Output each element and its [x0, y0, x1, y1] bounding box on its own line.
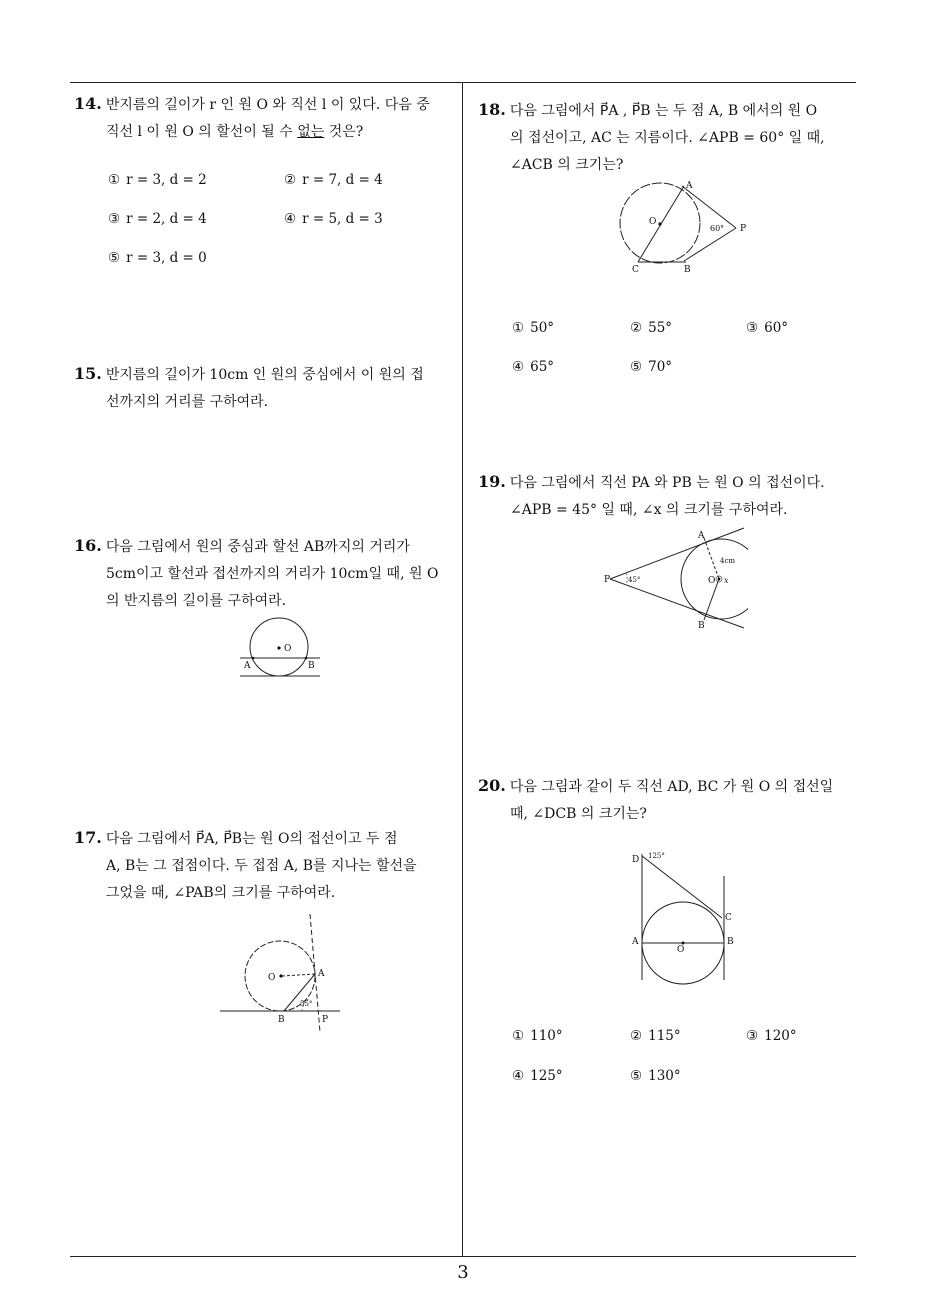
label-c: C — [725, 913, 732, 923]
problem-15 — [74, 360, 458, 416]
question-text: 다음 그림에서 원의 중심과 할선 AB까지의 거리가 — [105, 539, 410, 555]
label-b: B — [698, 621, 705, 631]
problem-19 — [478, 468, 862, 524]
problem-20 — [478, 772, 862, 828]
problem-14 — [74, 90, 458, 146]
label-o: O — [677, 945, 685, 955]
figure-q16 — [236, 614, 326, 688]
label-x: x — [724, 576, 729, 585]
choice-4[interactable]: ④ 125° — [512, 1068, 563, 1084]
label-p: P — [604, 575, 611, 585]
question-text: 의 접선이고, AC 는 지름이다. ∠APB = 60° 일 때, — [510, 130, 825, 146]
label-o: O — [284, 644, 292, 654]
label-a: A — [318, 969, 325, 979]
choice-3[interactable]: ③ r = 2, d = 4 — [108, 211, 207, 227]
question-text: 5cm이고 할선과 접선까지의 거리가 10cm일 때, 원 O — [106, 566, 439, 582]
label-angle: 45° — [628, 576, 641, 584]
label-angle: 60° — [710, 224, 725, 233]
problem-number: 20. — [478, 776, 506, 795]
choice-5[interactable]: ⑤ 70° — [630, 359, 673, 375]
choice-5[interactable]: ⑤ r = 3, d = 0 — [108, 250, 207, 266]
figure-q18 — [612, 178, 762, 282]
question-text: 반지름의 길이가 10cm 인 원의 중심에서 이 원의 접 — [105, 367, 424, 383]
problem-number: 14. — [74, 94, 102, 113]
question-text: 의 반지름의 길이를 구하여라. — [106, 593, 287, 609]
angle-arc — [626, 573, 627, 585]
center-point — [658, 222, 661, 225]
choice-3[interactable]: ③ 60° — [746, 320, 789, 336]
question-text: 직선 l 이 원 O 의 할선이 될 수 — [106, 124, 298, 140]
problem-number: 15. — [74, 364, 102, 383]
radius-oa — [282, 974, 315, 976]
point-b — [305, 657, 308, 660]
label-a: A — [698, 531, 705, 541]
problem-17 — [74, 824, 458, 907]
question-text: 때, ∠DCB 의 크기는? — [510, 806, 647, 822]
label-p: P — [322, 1015, 329, 1025]
figure-q19 — [598, 524, 748, 638]
question-text: 것은? — [324, 124, 364, 140]
tangent-pa — [682, 186, 736, 228]
tangent-dc — [642, 856, 722, 918]
question-text: 다음 그림에서 P⃗A , P⃗B 는 두 점 A, B 에서의 원 O — [509, 103, 818, 119]
choice-5[interactable]: ⑤ 130° — [630, 1068, 681, 1084]
choice-1[interactable]: ① 110° — [512, 1028, 563, 1044]
label-o: O — [708, 576, 716, 586]
question-text: 다음 그림과 같이 두 직선 AD, BC 가 원 O 의 접선일 — [509, 779, 834, 795]
label-c: C — [632, 265, 639, 275]
choice-3[interactable]: ③ 120° — [746, 1028, 797, 1044]
label-b: B — [727, 937, 734, 947]
label-angle: 125° — [648, 852, 665, 860]
tangent-pb — [610, 579, 744, 628]
label-b: B — [278, 1015, 285, 1025]
label-a: A — [244, 661, 251, 671]
question-text: ∠ACB 의 크기는? — [510, 157, 624, 173]
problem-18 — [478, 96, 862, 179]
label-d: D — [632, 855, 640, 865]
top-rule — [70, 82, 856, 83]
problem-16 — [74, 532, 458, 615]
question-text: 반지름의 길이가 r 인 원 O 와 직선 l 이 있다. 다음 중 — [105, 97, 430, 113]
label-length: 4cm — [720, 557, 736, 565]
bottom-rule — [70, 1256, 856, 1257]
label-p: P — [740, 224, 747, 234]
point-a — [252, 657, 255, 660]
label-b: B — [684, 265, 691, 275]
choice-2[interactable]: ② r = 7, d = 4 — [284, 172, 383, 188]
question-text: ∠APB = 45° 일 때, ∠x 의 크기를 구하여라. — [510, 502, 788, 518]
problem-number: 17. — [74, 828, 102, 847]
tangent-pa — [610, 528, 744, 579]
label-a: A — [632, 937, 639, 947]
underlined-word: 없는 — [297, 124, 325, 140]
radius-oa — [704, 538, 719, 579]
center-point — [718, 578, 721, 581]
choice-2[interactable]: ② 115° — [630, 1028, 681, 1044]
question-text: 그었을 때, ∠PAB의 크기를 구하여라. — [106, 885, 336, 901]
choice-4[interactable]: ④ 65° — [512, 359, 555, 375]
label-b: B — [308, 661, 315, 671]
column-divider — [462, 82, 463, 1257]
page-number: 3 — [457, 1262, 469, 1283]
label-a: A — [686, 181, 693, 191]
choice-2[interactable]: ② 55° — [630, 320, 673, 336]
question-text: A, B는 그 접점이다. 두 접점 A, B를 지나는 할선을 — [106, 858, 417, 874]
question-text: 다음 그림에서 직선 PA 와 PB 는 원 O 의 접선이다. — [509, 475, 825, 491]
choice-4[interactable]: ④ r = 5, d = 3 — [284, 211, 383, 227]
figure-q17 — [214, 910, 354, 1039]
problem-number: 18. — [478, 100, 506, 119]
label-o: O — [649, 217, 657, 227]
label-o: O — [268, 973, 276, 983]
problem-number: 16. — [74, 536, 102, 555]
problem-number: 19. — [478, 472, 506, 491]
center-point — [279, 974, 282, 977]
choice-1[interactable]: ① r = 3, d = 2 — [108, 172, 207, 188]
choice-1[interactable]: ① 50° — [512, 320, 555, 336]
figure-q20 — [626, 836, 746, 990]
center-point — [277, 646, 280, 649]
question-text: 선까지의 거리를 구하여라. — [106, 394, 269, 410]
label-angle: 55° — [300, 1000, 313, 1008]
question-text: 다음 그림에서 P⃗A, P⃗B는 원 O의 접선이고 두 점 — [105, 831, 398, 847]
